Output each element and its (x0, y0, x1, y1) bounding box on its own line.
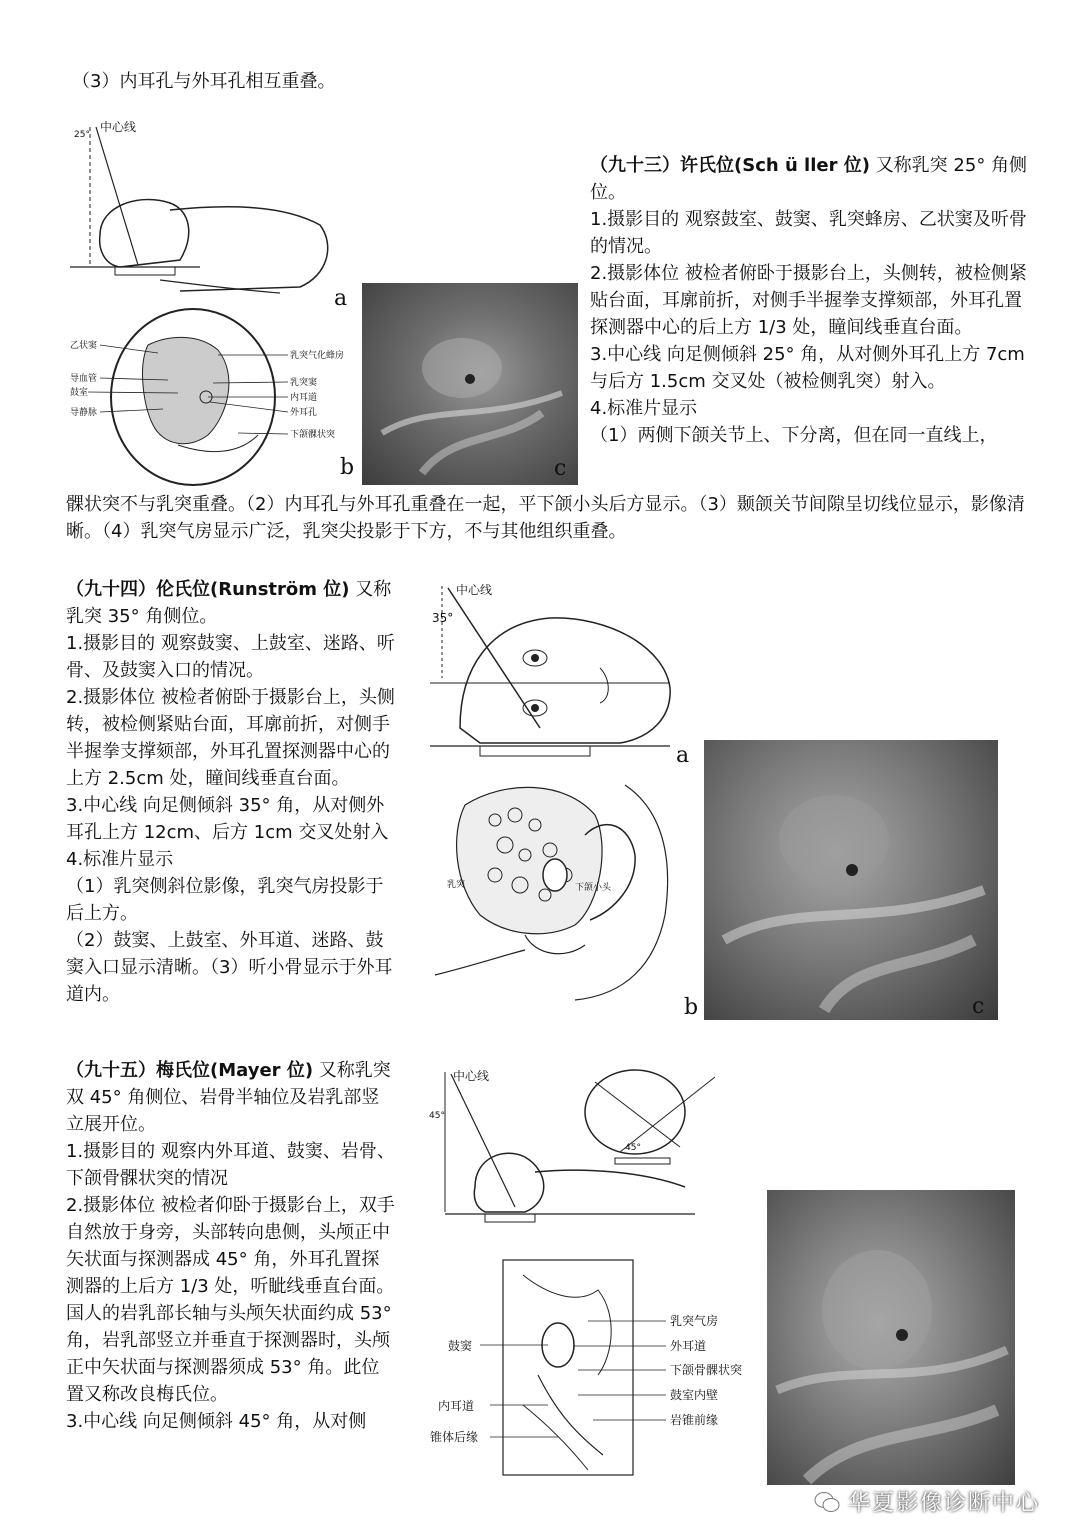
section-94-position: 2.摄影体位 被检者俯卧于摄影台上，头侧转，被检侧紧贴台面，耳廓前折，对侧手半握拳支撑颏部，外耳孔置探测器中心的上方 2.5cm 处，瞳间线垂直台面。 (66, 687, 395, 789)
fig2-center-line-label: 中心线 (456, 583, 493, 597)
fig3-label-petrous-anterior: 岩锥前缘 (670, 1413, 719, 1427)
fig1-label-outer-ear-hole: 外耳孔 (290, 408, 318, 418)
fig1-label-b: b (340, 455, 355, 480)
fig1-center-line-label: 中心线 (100, 120, 137, 134)
fig2-label-a: a (676, 743, 690, 768)
fig1-label-emissary-tube: 导血管 (70, 374, 98, 384)
fig2-mastoid-cells (457, 787, 602, 933)
watermark (814, 1486, 1040, 1517)
fig1-label-a: a (334, 286, 348, 311)
fig1-shoulder-outline (170, 207, 328, 291)
fig2-illustration-b (425, 775, 700, 1005)
fig1-label-tympanum: 鼓室 (70, 388, 89, 398)
section-94-purpose: 1.摄影目的 观察鼓窦、上鼓室、迷路、听骨、及鼓窦入口的情况。 (66, 633, 395, 681)
section-93-purpose: 1.摄影目的 观察鼓室、鼓窦、乳突蜂房、乙状窦及听骨的情况。 (590, 209, 1027, 257)
fig1-arm-outline (160, 280, 280, 293)
fig1-detector (115, 267, 175, 275)
fig3-label-antrum: 鼓窦 (448, 1339, 473, 1353)
fig1-label-c: c (554, 456, 567, 481)
section-95-title-rest: 又称乳突双 45° 角侧位、岩骨半轴位及岩乳部竖立展开位。 (66, 1060, 391, 1135)
section-93-standard: 4.标准片显示 (590, 398, 698, 419)
section-95-centerline: 3.中心线 向足侧倾斜 45° 角，从对侧 (66, 1411, 367, 1432)
fig2-label-b: b (684, 995, 699, 1020)
fig1-illustration-a (60, 115, 360, 305)
fig2-condyle-label: 下颌小头 (575, 883, 612, 893)
fig1-label-antrum: 乳突窦 (290, 378, 318, 388)
fig1-label-inner-canal: 内耳道 (290, 393, 318, 403)
section-93-continuation: 髁状突不与乳突重叠。（2）内耳孔与外耳孔重叠在一起，平下颌小头后方显示。（3）颞颌关节间隙呈切线位显示，影像清晰。（4）乳突气房显示广泛，乳突尖投影于下方，不与其他组织重叠。 (66, 494, 1025, 542)
fig3-angle-2: 45° (625, 1143, 641, 1153)
section-94-title-rest: 又称乳突 35° 角侧位。 (66, 579, 392, 627)
section-94-standard-2: （2）鼓窦、上鼓室、外耳道、迷路、鼓窦入口显示清晰。（3）听小骨显示于外耳道内。 (66, 930, 393, 1005)
fig3-label-inner-canal: 内耳道 (438, 1399, 475, 1413)
fig3-label-condyle: 下颌骨髁状突 (670, 1363, 743, 1377)
fig1-label-air-cells: 乳突气化蜂房 (290, 351, 345, 361)
fig3-label-tympanic-wall: 鼓室内壁 (670, 1388, 719, 1402)
fig3-angle: 45° (429, 1111, 445, 1121)
fig2-label-c: c (972, 994, 985, 1019)
section-95-position: 2.摄影体位 被检者仰卧于摄影台上，双手自然放于身旁，头部转向患侧，头颅正中矢状面与探测器成 45° 角，外耳孔置探测器的上后方 1/3 处，听眦线垂直台面。国人的岩乳部长轴与头颅矢状面约成 53° 角，岩乳部竖立并垂直于探测器时，头颅正中矢状面与探测器须成 53° 角。此位置又称改良梅氏位。 (66, 1195, 395, 1405)
fig1-mastoid-area (143, 337, 229, 443)
section-93-standard-1: （1）两侧下颌关节上、下分离，但在同一直线上， (590, 425, 998, 446)
section-95-purpose: 1.摄影目的 观察内外耳道、鼓窦、岩骨、下颌骨髁状突的情况 (66, 1141, 395, 1189)
section-93-title-rest: 又称乳突 25° 角侧位。 (590, 155, 1028, 203)
section-93-title: （九十三）许氏位(Sch ü ller 位) (590, 155, 870, 176)
fig3-illustration-a (425, 1062, 725, 1232)
fig3-label-air-cells: 乳突气房 (670, 1314, 719, 1328)
section-94-standard-1: （1）乳突侧斜位影像，乳突气房投影于后上方。 (66, 876, 384, 924)
section-93-text (590, 152, 1030, 449)
wechat-icon (814, 1491, 840, 1513)
fig1-xray-image (362, 283, 578, 485)
watermark-text: 华夏影像诊断中心 (847, 1491, 1040, 1516)
fig2-mastoid-label: 乳突 (447, 880, 466, 890)
fig2-xray-image (704, 740, 998, 1020)
section-95-title: （九十五）梅氏位(Mayer 位) (66, 1060, 314, 1081)
section-94-standard: 4.标准片显示 (66, 849, 174, 870)
fig1-illustration-b (58, 305, 358, 490)
fig2-illustration-a (420, 578, 690, 768)
fig1-label-sigmoid: 乙状窦 (70, 341, 98, 351)
fig3-label-outer-canal: 外耳道 (670, 1339, 707, 1353)
fig1-center-ray (96, 127, 138, 265)
fig2-head-outline (460, 618, 670, 743)
section-94-text (66, 576, 396, 1008)
fig3-xray-image (767, 1190, 1015, 1485)
top-line: （3）内耳孔与外耳孔相互重叠。 (72, 71, 336, 92)
section-94-centerline: 3.中心线 向足侧倾斜 35° 角，从对侧外耳孔上方 12cm、后方 1cm 交叉处射入 (66, 795, 389, 843)
fig1-label-condyle: 下颌髁状突 (290, 430, 336, 440)
fig2-angle: 35° (432, 611, 454, 625)
section-93-position: 2.摄影体位 被检者俯卧于摄影台上，头侧转，被检侧紧贴台面，耳廓前折，对侧手半握拳支撑颏部，外耳孔置探测器中心的后上方 1/3 处，瞳间线垂直台面。 (590, 263, 1027, 338)
fig3-center-line-label: 中心线 (453, 1069, 490, 1083)
section-94-title: （九十四）伦氏位(Runström 位) (66, 579, 350, 600)
fig1-label-emissary-vein: 导静脉 (70, 408, 98, 418)
fig1-angle: 25° (74, 130, 90, 140)
fig3-frame (503, 1260, 633, 1475)
fig3-illustration-b (428, 1255, 783, 1480)
section-95-text (66, 1057, 396, 1435)
fig3-label-petrous-posterior: 锥体后缘 (430, 1430, 479, 1444)
section-93-centerline: 3.中心线 向足侧倾斜 25° 角，从对侧外耳孔上方 7cm 与后方 1.5cm 交叉处（被检侧乳突）射入。 (590, 344, 1025, 392)
